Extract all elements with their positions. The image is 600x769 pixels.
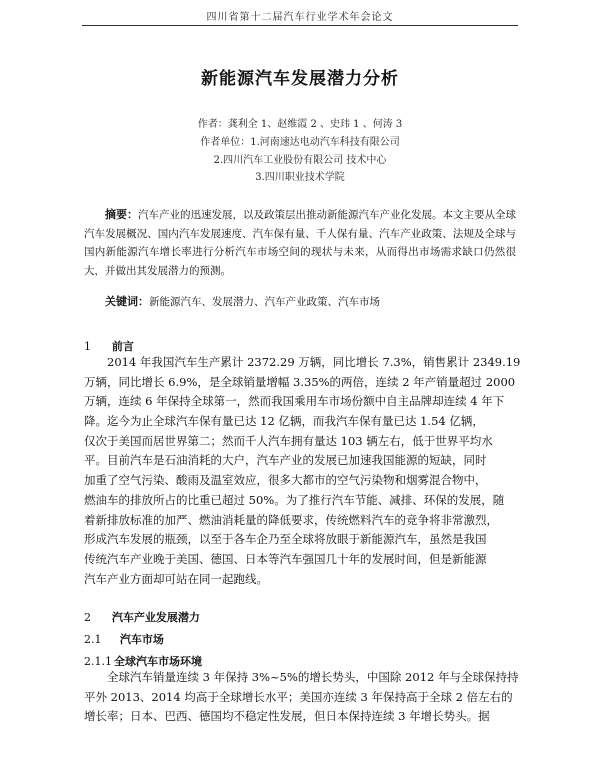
body-line: 万辆，连续 6 年保持全球第一，然而我国乘用车市场份额中自主品牌却连续 4 年下 [84, 394, 505, 409]
abstract [84, 206, 516, 280]
section-number: 2 [84, 611, 91, 624]
affiliation-2: 2.四川汽车工业股份有限公司 技术中心 [213, 155, 387, 166]
paper-title: 新能源汽车发展潜力分析 [201, 69, 399, 89]
section-number: 2.1.1 [84, 655, 112, 668]
body-line: 增长率；日本、巴西、德国均不稳定性发展，但日本保持连续 3 年增长势头。据 [84, 709, 490, 724]
affiliation-1: 作者单位：1.河南速达电动汽车科技有限公司 [200, 137, 400, 148]
section-title: 全球汽车市场环境 [114, 655, 202, 668]
abstract-label: 摘要： [105, 208, 138, 221]
section-heading-2 [84, 609, 200, 625]
section-number: 1 [84, 340, 91, 353]
body-line: 平外 2013、2014 均高于全球增长水平；美国亦连续 3 年保持高于全球 2 倍左右的 [84, 689, 513, 704]
affiliation-3: 3.四川职业技术学院 [255, 172, 345, 183]
abstract-text: 汽车产业的迅速发展，以及政策层出推动新能源汽车产业化发展。本文主要从全球汽车发展概况、国内汽车发展速度、汽车保有量、千人保有量、汽车产业政策、法规及全球与国内新能源汽车增长率进行分析汽车市场空间的现状与未来，从而得出市场需求缺口仍然很大，并做出其发展潜力的预测。 [84, 209, 516, 277]
header-rule [82, 25, 518, 26]
body-line: 加重了空气污染、酸雨及温室效应，很多大都市的空气污染物和烟雾混合物中， [84, 473, 487, 488]
body-line: 着新排放标准的加严、燃油消耗量的降低要求，传统燃料汽车的竞争将非常激烈， [84, 512, 498, 527]
section-title: 前言 [111, 340, 134, 353]
section-title: 汽车产业发展潜力 [111, 611, 200, 624]
subsection-heading-2-1-1 [84, 653, 202, 669]
body-line: 万辆，同比增长 6.9%，是全球销量增幅 3.35%的两倍，连续 2 年产销量超过 2000 [84, 374, 516, 389]
section-title: 汽车市场 [119, 633, 164, 646]
section-number: 2.1 [84, 633, 102, 646]
keywords-label: 关键词： [105, 295, 149, 308]
authors: 作者：龚利全 1、赵维霞 2 、史玮 1 、何涛 3 [197, 119, 403, 130]
running-header: 四川省第十二届汽车行业学术年会论文 [206, 12, 394, 23]
keywords-text: 新能源汽车、发展潜力、汽车产业政策、汽车市场 [149, 296, 380, 308]
body-line: 全球汽车销量连续 3 年保持 3%~5%的增长势头，中国除 2012 年与全球保持持 [84, 670, 519, 684]
section-2-1-1-body [84, 668, 519, 727]
keywords [105, 293, 516, 309]
body-line: 形成汽车发展的瓶颈，以至于各车企乃至全球将放眼于新能源汽车，虽然是我国 [84, 532, 487, 547]
body-line: 仅次于美国而居世界第二；然而千人汽车拥有量达 103 辆左右，低于世界平均水 [84, 433, 493, 448]
section-heading-1 [84, 338, 134, 354]
section-1-body [84, 353, 521, 589]
body-line: 降。迄今为止全球汽车保有量已达 12 亿辆，而我汽车保有量已达 1.54 亿辆， [84, 414, 484, 429]
body-line: 燃油车的排放所占的比重已超过 50%。为了推行汽车节能、减排、环保的发展，随 [84, 492, 505, 507]
body-line: 2014 年我国汽车生产累计 2372.29 万辆，同比增长 7.3%，销售累计 2349.19 [84, 355, 521, 369]
body-line: 汽车产业方面却可站在同一起跑线。 [84, 571, 268, 586]
body-line: 传统汽车产业晚于美国、德国、日本等汽车强国几十年的发展时间，但是新能源 [84, 551, 487, 566]
body-line: 平。目前汽车是石油消耗的大户，汽车产业的发展已加速我国能源的短缺，同时 [84, 453, 487, 468]
subsection-heading-2-1 [84, 631, 164, 647]
